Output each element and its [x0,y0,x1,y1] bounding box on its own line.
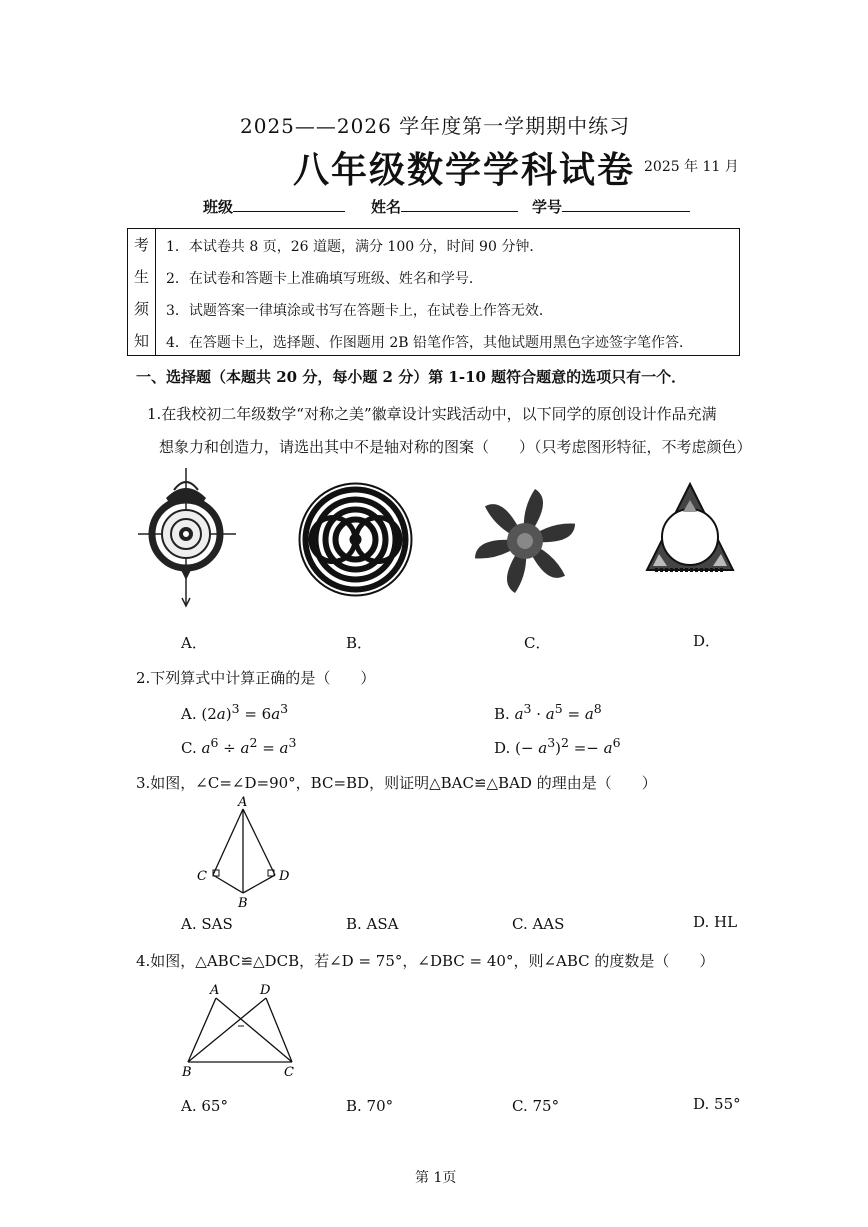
exam-date: 2025 年 11 月 [644,159,739,175]
name-blank [401,198,518,212]
q3-option-a[interactable]: A. SAS [181,915,233,933]
exam-title: 八年级数学学科试卷 [293,149,636,191]
page-number: 第 1页 [415,1170,457,1186]
q4-figure [180,980,300,1080]
name-label: 姓名 [371,198,402,216]
q3-label-b: B [238,896,248,911]
q3-option-d[interactable]: D. HL [693,913,738,931]
notice-box [127,228,740,356]
notice-side-char: 须 [133,300,149,318]
notice-rule: 4．在答题卡上，选择题、作图题用 2B 铅笔作答，其他试题用黑色字迹签字笔作答． [166,335,694,351]
q4-label-d: D [260,983,271,998]
q2-stem: 2.下列算式中计算正确的是（ ） [136,669,376,687]
notice-rule: 1．本试卷共 8 页，26 道题，满分 100 分，时间 90 分钟． [166,239,544,255]
q1-option-a[interactable]: A． [181,634,207,652]
q3-label-a: A [238,795,248,810]
q2-option-b[interactable]: B. $a^3 \cdot a^5 = a^8$ [494,701,602,723]
q1-option-b[interactable]: B． [346,634,373,652]
badge-b-figure [298,482,413,597]
q3-label-c: C [197,869,207,884]
q3-option-b[interactable]: B. ASA [346,915,399,933]
q1-stem-line2: 想象力和创造力，请选出其中不是轴对称的图案（ ）（只考虑图形特征，不考虑颜色） [159,438,752,456]
q3-label-d: D [279,869,290,884]
q2-option-a[interactable]: A. $(2a)^3 = 6a^3$ [181,701,289,723]
q4-label-a: A [210,983,220,998]
q4-label-c: C [284,1065,294,1080]
notice-side-char: 考 [133,236,149,254]
badge-a-figure [138,468,238,608]
q2-option-b-letter: B. [494,705,510,723]
notice-rule: 2．在试卷和答题卡上准确填写班级、姓名和学号． [166,271,483,287]
badge-d-figure [645,482,735,577]
badge-c-figure [470,486,580,596]
id-label: 学号 [532,198,563,216]
section-title: 一、选择题（本题共 20 分，每小题 2 分）第 1-10 题符合题意的选项只有一个． [136,368,687,386]
q4-label-b: B [182,1065,192,1080]
q4-option-b[interactable]: B. 70° [346,1097,394,1115]
q3-option-c[interactable]: C. AAS [512,915,565,933]
class-label: 班级 [203,198,234,216]
notice-rule: 3．试题答案一律填涂或书写在答题卡上，在试卷上作答无效． [166,303,553,319]
q1-stem-line1: 1.在我校初二年级数学“对称之美”徽章设计实践活动中，以下同学的原创设计作品充满 [147,405,717,423]
q4-option-c[interactable]: C. 75° [512,1097,560,1115]
id-field [532,196,690,217]
class-blank [233,198,345,212]
q4-stem: 4.如图，△ABC≌△DCB，若∠D = 75°，∠DBC = 40°，则∠ABC 的度数是（ ） [136,952,715,970]
q1-option-d[interactable]: D． [693,632,721,650]
q3-stem: 3.如图，∠C=∠D=90°，BC=BD，则证明△BAC≌△BAD 的理由是（ ） [136,774,657,792]
q1-option-c[interactable]: C． [524,634,551,652]
id-blank [562,198,690,212]
name-field [371,196,518,217]
q3-figure [195,795,295,910]
notice-side-char: 生 [133,268,149,286]
class-field [203,196,345,217]
exam-subtitle: 2025——2026 学年度第一学期期中练习 [240,114,631,138]
q2-option-c[interactable]: C. $a^6 \div a^2 = a^3$ [181,735,297,757]
notice-side-char: 知 [133,332,149,350]
q2-option-d-letter: D. [494,739,511,757]
q4-option-a[interactable]: A. 65° [181,1097,228,1115]
q2-option-c-letter: C. [181,739,197,757]
q4-option-d[interactable]: D. 55° [693,1095,741,1113]
q2-option-a-letter: A. [181,705,197,723]
notice-side-label [128,229,156,355]
q2-option-d[interactable]: D. (− $a^3)^2 =- a^6$ [494,735,621,757]
